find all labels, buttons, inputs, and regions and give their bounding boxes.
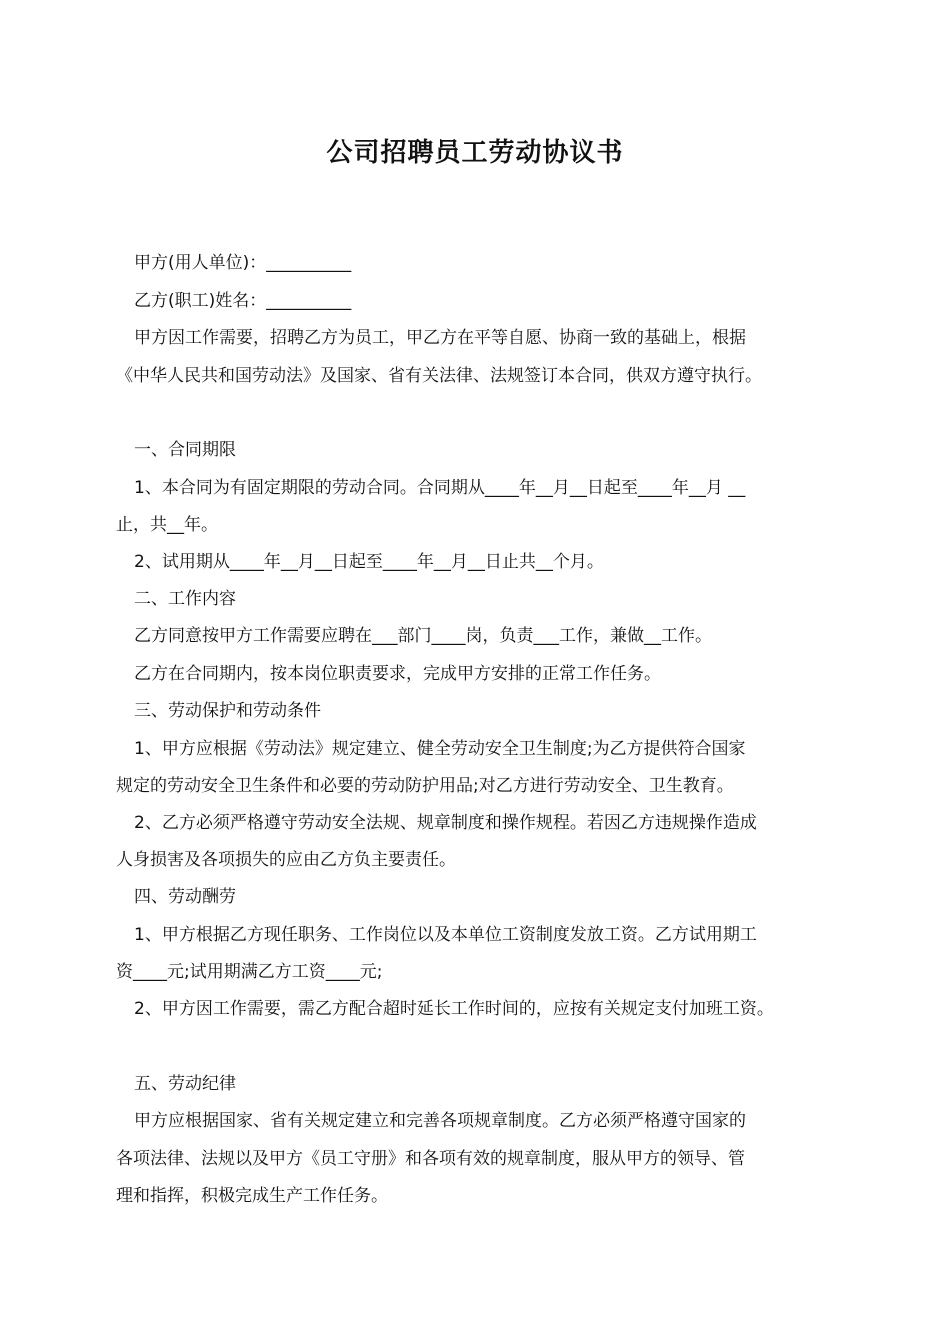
clause-3-1-line-1: 1、甲方应根据《劳动法》规定建立、健全劳动安全卫生制度;为乙方提供符合国家 [134, 739, 746, 759]
section-5-heading: 五、劳动纪律 [134, 1074, 236, 1094]
clause-3-1-line-2: 规定的劳动安全卫生条件和必要的劳动防护用品;对乙方进行劳动安全、卫生教育。 [116, 776, 734, 796]
clause-5-line-3: 理和指挥，积极完成生产工作任务。 [116, 1186, 388, 1206]
clause-5-line-1: 甲方应根据国家、省有关规定建立和完善各项规章制度。乙方必须严格遵守国家的 [134, 1111, 746, 1131]
section-2-heading: 二、工作内容 [134, 589, 236, 609]
section-1-heading: 一、合同期限 [134, 440, 236, 460]
clause-2-1: 乙方同意按甲方工作需要应聘在___部门____岗，负责___工作，兼做__工作。 [134, 626, 712, 646]
clause-4-2: 2、甲方因工作需要，需乙方配合超时延长工作时间的，应按有关规定支付加班工资。 [134, 999, 774, 1019]
party-a-line: 甲方(用人单位)：__________ [134, 253, 352, 273]
clause-3-2-line-1: 2、乙方必须严格遵守劳动安全法规、规章制度和操作规程。若因乙方违规操作造成 [134, 813, 757, 833]
preamble-line-2: 《中华人民共和国劳动法》及国家、省有关法律、法规签订本合同，供双方遵守执行。 [116, 366, 762, 386]
clause-5-line-2: 各项法律、法规以及甲方《员工守册》和各项有效的规章制度，服从甲方的领导、管 [116, 1149, 745, 1169]
party-b-line: 乙方(职工)姓名：__________ [134, 291, 352, 311]
clause-1-1-line-2: 止，共__年。 [116, 515, 218, 535]
section-3-heading: 三、劳动保护和劳动条件 [134, 701, 321, 721]
document-title: 公司招聘员工劳动协议书 [326, 138, 624, 168]
preamble-line-1: 甲方因工作需要，招聘乙方为员工，甲乙方在平等自愿、协商一致的基础上，根据 [134, 328, 746, 348]
clause-4-1-line-2: 资____元;试用期满乙方工资____元; [116, 962, 383, 982]
clause-1-1-line-1: 1、本合同为有固定期限的劳动合同。合同期从____年__月__日起至____年__月 __ [134, 478, 746, 498]
clause-1-2: 2、试用期从____年__月__日起至____年__月__日止共__个月。 [134, 552, 604, 572]
clause-2-2: 乙方在合同期内，按本岗位职责要求，完成甲方安排的正常工作任务。 [134, 664, 661, 684]
section-4-heading: 四、劳动酬劳 [134, 887, 236, 907]
clause-3-2-line-2: 人身损害及各项损失的应由乙方负主要责任。 [116, 850, 456, 870]
clause-4-1-line-1: 1、甲方根据乙方现任职务、工作岗位以及本单位工资制度发放工资。乙方试用期工 [134, 925, 757, 945]
